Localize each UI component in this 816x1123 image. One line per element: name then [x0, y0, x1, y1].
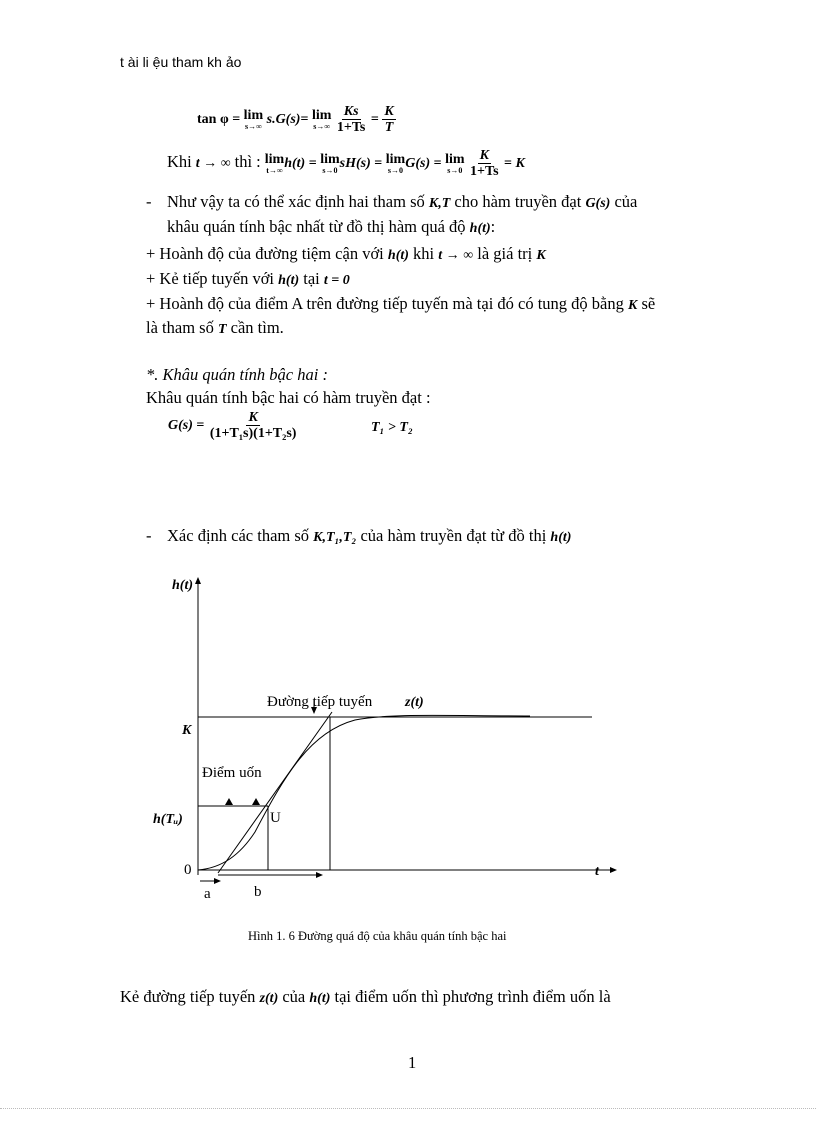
step-response-figure	[150, 570, 630, 910]
step-response-curve	[198, 715, 530, 870]
page-bottom-border	[0, 1108, 816, 1109]
eq2-sHs: sH(s)	[339, 156, 371, 172]
figure-caption: Hình 1. 6 Đường quá độ của khâu quán tính bậc hai	[248, 929, 507, 943]
tangent-line	[218, 712, 332, 873]
eq2-frac: $\frac{K}{1+Ts}$	[470, 148, 499, 180]
inflection-label: Điểm uốn	[202, 765, 262, 781]
eq3-frac: $\frac{K}{\text{(1+T₁s)(1+T₂s)}}$	[209, 410, 297, 442]
page-number: 1	[408, 1053, 417, 1072]
eq2-lim-s2: lim s→0	[385, 151, 406, 175]
bottom-paragraph: Kẻ đường tiếp tuyến z(t) của h(t) tại điểm uốn thì phương trình điểm uốn là	[120, 987, 611, 1006]
para1-params: K,T	[428, 196, 451, 211]
tangent-label: Đường tiếp tuyến	[267, 694, 373, 710]
origin-label: 0	[184, 862, 192, 878]
eq1-lhs: tan φ	[197, 112, 229, 128]
eq1-frac-kt: $\frac{K}{T}$	[384, 104, 394, 136]
eq2-ht: h(t)	[284, 156, 306, 172]
para2-ht: h(t)	[550, 530, 572, 545]
eq1-frac-ks: $\frac{Ks}{1+Ts}$	[336, 104, 366, 136]
point-u-label: U	[270, 810, 281, 826]
eq1-equals: =	[232, 112, 241, 128]
hTu-label: h(Tᵤ)	[153, 812, 183, 827]
k-label: K	[182, 723, 192, 738]
bottom-zt: z(t)	[259, 991, 279, 1006]
bullet-3-line2: là tham số T cần tìm.	[146, 318, 284, 337]
eq1-equals-3: =	[370, 112, 379, 128]
para1-line2: khâu quán tính bậc nhất từ đồ thị hàm quá độ h(t):	[167, 217, 496, 236]
section2-intro: Khâu quán tính bậc hai có hàm truyền đạt :	[146, 388, 431, 407]
eq3-Gs: G(s)	[168, 418, 193, 434]
eq2-result: K	[515, 156, 525, 172]
x-axis-label: t	[595, 864, 599, 879]
a-label: a	[204, 886, 211, 902]
bottom-ht: h(t)	[309, 991, 331, 1006]
y-axis-label: h(t)	[172, 578, 193, 593]
equation-second-order	[168, 410, 298, 442]
b-label: b	[254, 884, 262, 900]
para2-params: K,T₁,T₂	[313, 530, 357, 545]
para2-line: Xác định các tham số K,T₁,T₂ của hàm truyền đạt từ đồ thị h(t)	[167, 526, 572, 545]
eq2-lim-t: lim t→∞	[264, 151, 285, 175]
eq1-sG: s.G(s)	[266, 112, 301, 128]
eq3-equals: =	[196, 418, 205, 434]
eq1-limit: lim s→∞	[243, 107, 264, 131]
eq3-condition: T₁ > T₂	[371, 420, 413, 435]
equation-tan-phi	[197, 104, 396, 136]
para1-Gs: G(s)	[585, 196, 611, 211]
section2-title: *. Khâu quán tính bậc hai :	[146, 365, 328, 384]
bullet-1: + Hoành độ của đường tiệm cận với h(t) khi t → ∞ là giá trị K	[146, 244, 546, 263]
equation-final-value: Khi t → ∞ thì : lim t→∞ h(t) = lim s→0 sH(s) = lim s→0 G(s) = lim s→0 $\frac{K}{1+Ts}$ = K	[167, 148, 525, 180]
para2-dash: -	[146, 526, 152, 545]
eq2-lim-s1: lim s→0	[320, 151, 340, 175]
eq2-cond: t → ∞	[195, 156, 231, 172]
bullet-2: + Kẻ tiếp tuyến với h(t) tại t = 0	[146, 269, 350, 288]
eq2-thi: thì :	[234, 152, 261, 172]
bullet-3: + Hoành độ của điểm A trên đường tiếp tuyến mà tại đó có tung độ bằng K sẽ	[146, 294, 656, 313]
arrow-marker-1	[225, 798, 233, 805]
page-header: t ài li ệu tham kh ảo	[120, 54, 242, 70]
para1-line1: Như vậy ta có thể xác định hai tham số K,T cho hàm truyền đạt G(s) của	[167, 192, 638, 211]
para1-ht: h(t)	[469, 221, 491, 236]
eq2-Gs: G(s)	[405, 156, 431, 172]
eq2-khi: Khi	[167, 152, 192, 172]
arrow-marker-2	[252, 798, 260, 805]
tangent-func-label: z(t)	[405, 695, 424, 710]
eq2-lim-s3: lim s→0	[445, 151, 465, 175]
para1-dash: -	[146, 192, 152, 211]
eq1-equals-2: =	[300, 112, 309, 128]
eq1-limit-2: lim s→∞	[311, 107, 332, 131]
